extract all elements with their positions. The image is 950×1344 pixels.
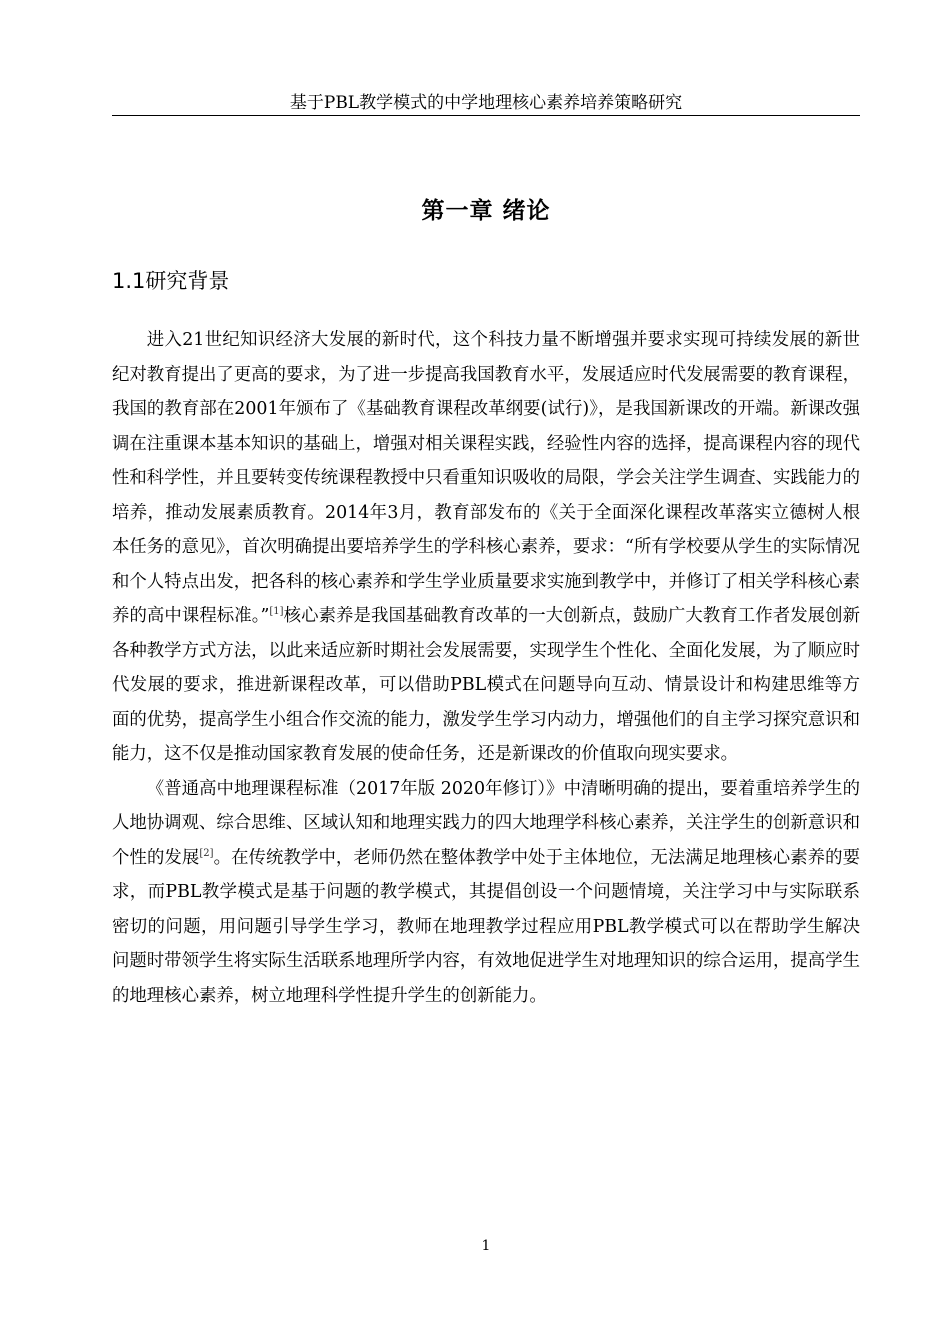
page-number: 1 (481, 1238, 491, 1254)
header-rule (112, 115, 860, 116)
paragraph-2-text-b: 。在传统教学中，老师仍然在整体教学中处于主体地位，无法满足地理核心素养的要求，而PBL教学模式是基于问题的教学模式，其提倡创设一个问题情境，关注学习中与实际联系密切的问题，用问题引导学生学习，教师在地理教学过程应用PBL教学模式可以在帮助学生解决问题时带领学生将实际生活联系地理所学内容，有效地促进学生对地理知识的综合运用，提高学生的地理核心素养，树立地理科学性提升学生的创新能力。 (112, 847, 860, 1006)
paragraph-2-text-a: 《普通高中地理课程标准（2017年版 2020年修订）》中清晰明确的提出，要着重培养学生的人地协调观、综合思维、区域认知和地理实践力的四大地理学科核心素养，关注学生的创新意识和个性的发展 (112, 778, 860, 868)
body-text (112, 323, 860, 1013)
running-header-title: 基于PBL教学模式的中学地理核心素养培养策略研究 (289, 93, 683, 113)
chapter-title: 第一章 绪论 (421, 198, 551, 224)
citation-2: [2] (199, 847, 214, 859)
paragraph-1-text-a: 进入21世纪知识经济大发展的新时代，这个科技力量不断增强并要求实现可持续发展的新世纪对教育提出了更高的要求，为了进一步提高我国教育水平，发展适应时代发展需要的教育课程，我国的教育部在2001年颁布了《基础教育课程改革纲要(试行)》，是我国新课改的开端。新课改强调在注重课本基本知识的基础上，增强对相关课程实践，经验性内容的选择，提高课程内容的现代性和科学性，并且要转变传统课程教授中只看重知识吸收的局限，学会关注学生调查、实践能力的培养，推动发展素质教育。2014年3月，教育部发布的《关于全面深化课程改革落实立德树人根本任务的意见》，首次明确提出要培养学生的学科核心素养，要求：“所有学校要从学生的实际情况和个人特点出发，把各科的核心素养和学生学业质量要求实施到教学中，并修订了相关学科核心素养的高中课程标准。” (112, 330, 860, 626)
paragraph-1-text-b: 核心素养是我国基础教育改革的一大创新点，鼓励广大教育工作者发展创新各种教学方式方法，以此来适应新时期社会发展需要，实现学生个性化、全面化发展，为了顺应时代发展的要求，推进新课程改革，可以借助PBL模式在问题导向互动、情景设计和构建思维等方面的优势，提高学生小组合作交流的能力，激发学生学习内动力，增强他们的自主学习探究意识和能力，这不仅是推动国家教育发展的使命任务，还是新课改的价值取向现实要求。 (112, 606, 860, 764)
paragraph-1 (112, 323, 860, 772)
section-heading: 1.1研究背景 (112, 269, 230, 293)
citation-1: [1] (269, 606, 284, 618)
paragraph-2 (112, 772, 860, 1014)
